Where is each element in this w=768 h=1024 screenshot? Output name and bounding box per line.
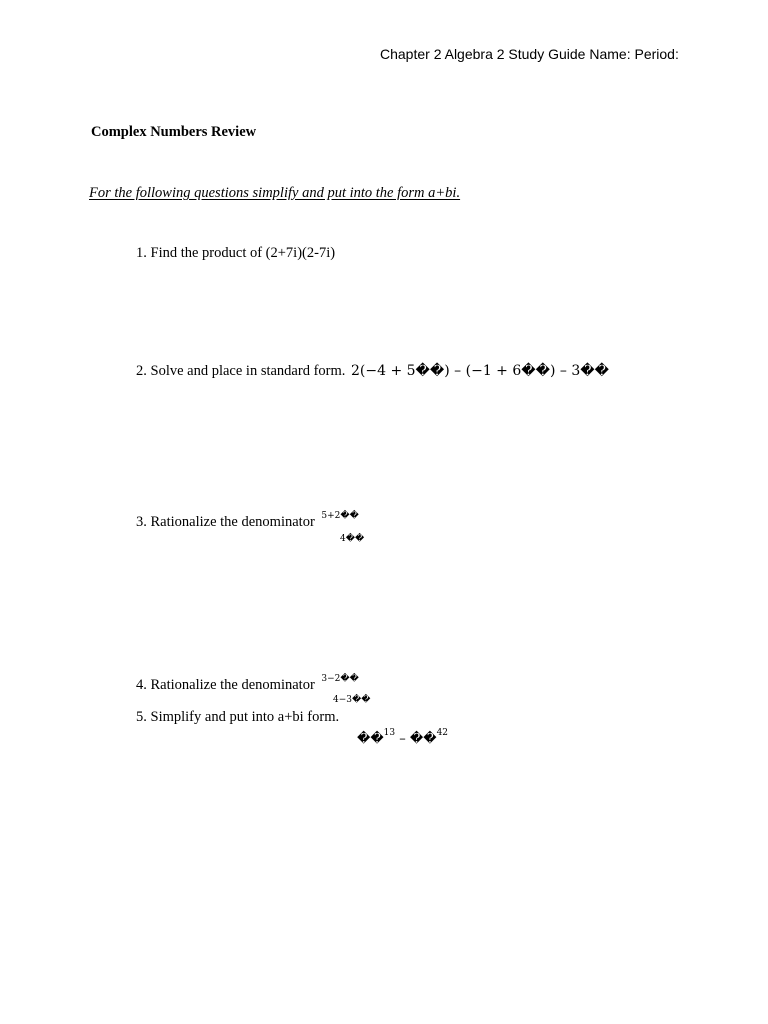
question-4: [136, 674, 359, 694]
question-4-numerator: 3−2��: [321, 674, 359, 684]
question-3-denominator: 4��: [340, 534, 365, 544]
question-3-numerator: 5+2��: [321, 511, 359, 521]
question-5-exponent-2: 42: [436, 728, 449, 738]
question-2-text: 2. Solve and place in standard form.: [136, 363, 346, 379]
question-5-operator: –: [399, 731, 406, 747]
question-1-text: 1. Find the product of (2+7i)(2-7i): [136, 245, 336, 261]
question-4-text: 4. Rationalize the denominator: [136, 677, 315, 693]
question-3: [136, 511, 359, 531]
question-3-text: 3. Rationalize the denominator: [136, 514, 315, 530]
instructions: For the following questions simplify and put into the form a+bi.: [89, 185, 461, 201]
question-2: [136, 363, 609, 380]
question-5: [136, 709, 339, 726]
section-title: Complex Numbers Review: [91, 124, 257, 140]
page-header: Chapter 2 Algebra 2 Study Guide Name: Period:: [380, 46, 679, 62]
question-4-denominator: 4−3��: [333, 695, 371, 705]
question-5-text: 5. Simplify and put into a+bi form.: [136, 709, 340, 725]
question-5-base-2: ��: [409, 731, 437, 747]
question-5-base-1: ��: [357, 731, 384, 747]
question-2-expression: 2(−4 + 5��) – (−1 + 6��) – 3��: [351, 363, 609, 379]
question-5-exponent-1: 13: [383, 728, 396, 738]
question-5-expression: [357, 730, 448, 746]
question-1: [136, 245, 335, 262]
